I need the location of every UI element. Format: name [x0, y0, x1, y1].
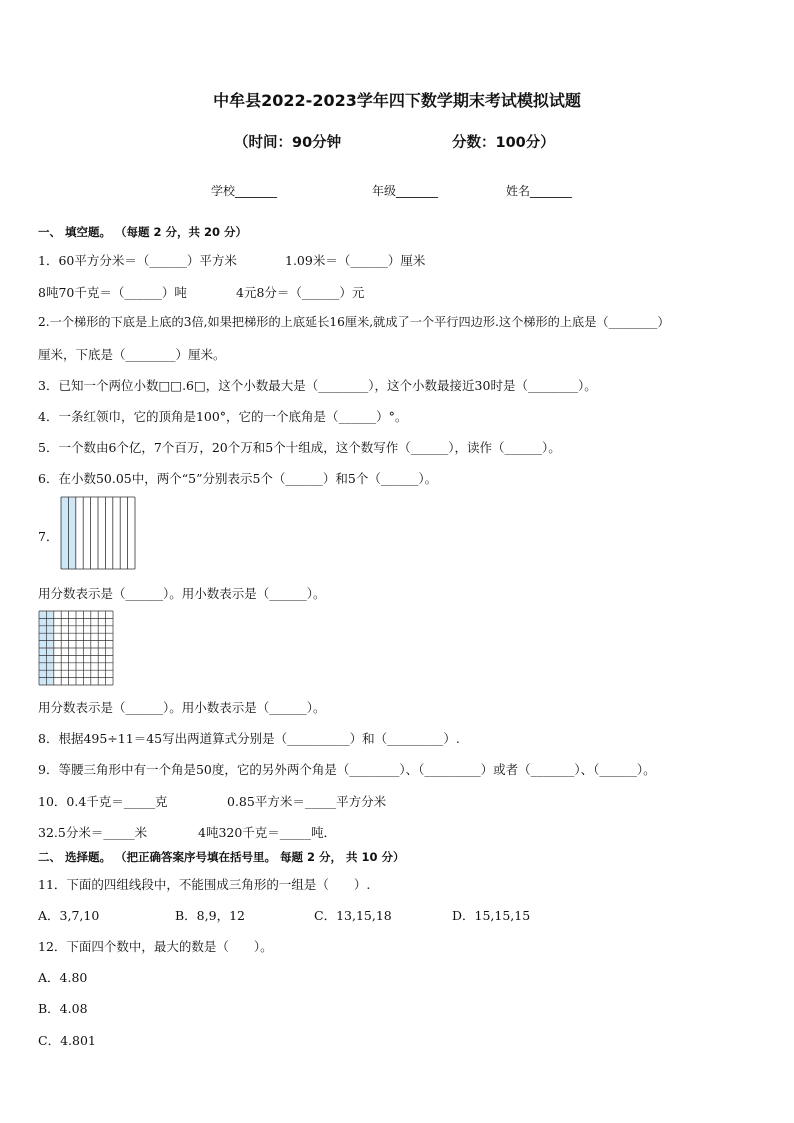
- name-field: 姓名_______: [506, 184, 573, 198]
- school-field: 学校_______: [211, 184, 278, 198]
- question-7-number: 7．: [38, 529, 59, 544]
- question-2-line2: 厘米，下底是（________）厘米。: [38, 347, 226, 362]
- q12-option-b: B．4.08: [38, 1001, 88, 1016]
- q11-option-b: B．8,9，12: [175, 908, 245, 923]
- question-11: 11．下面的四组线段中，不能围成三角形的一组是（ ）.: [38, 877, 371, 892]
- question-7-answer-b: 用分数表示是（______）。用小数表示是（______）。: [38, 700, 326, 715]
- question-9: 9．等腰三角形中有一个角是50度，它的另外两个角是（________）、（_________）或者（_______）、（______）。: [38, 762, 656, 777]
- q12-option-c: C．4.801: [38, 1033, 96, 1048]
- q11-option-d: D．15,15,15: [452, 908, 531, 923]
- question-7-answer-a: 用分数表示是（______）。用小数表示是（______）。: [38, 586, 326, 601]
- question-1d: 4元8分＝（______）元: [236, 285, 365, 300]
- question-12: 12．下面四个数中，最大的数是（ ）。: [38, 939, 273, 954]
- exam-score: 分数：100分）: [452, 135, 555, 151]
- square-grid-figure: [38, 610, 114, 686]
- question-1a: 1．60平方分米＝（______）平方米: [38, 253, 237, 268]
- q11-option-a: A．3,7,10: [38, 908, 100, 923]
- question-10d: 4吨320千克＝_____吨．: [198, 825, 337, 840]
- question-8: 8．根据495÷11＝45写出两道算式分别是（__________）和（_________）.: [38, 731, 460, 746]
- question-2-line1: 2.一个梯形的下底是上底的3倍,如果把梯形的上底延长16厘米,就成了一个平行四边形.这个梯形的上底是（________）: [38, 315, 670, 329]
- question-10a: 10．0.4千克＝_____克: [38, 794, 168, 809]
- section-heading-choice: 二、 选择题。 （把正确答案序号填在括号里。 每题 2 分， 共 10 分）: [38, 850, 405, 864]
- exam-time: （时间：90分钟: [234, 135, 342, 151]
- q11-option-c: C．13,15,18: [314, 908, 392, 923]
- question-1c: 8吨70千克＝（______）吨: [38, 285, 187, 300]
- strip-grid-figure: [60, 496, 136, 570]
- question-4: 4．一条红领巾，它的顶角是100°，它的一个底角是（______）°。: [38, 409, 408, 424]
- page-title: 中牟县2022-2023学年四下数学期末考试模拟试题: [213, 91, 581, 110]
- question-1b: 1.09米＝（______）厘米: [285, 253, 426, 268]
- grade-field: 年级_______: [372, 184, 439, 198]
- question-10b: 0.85平方米＝_____平方分米: [227, 794, 387, 809]
- question-3: 3．已知一个两位小数□□.6□，这个小数最大是（________），这个小数最接近30时是（________）。: [38, 378, 597, 393]
- section-heading-fill-in: 一、 填空题。 （每题 2 分，共 20 分）: [38, 225, 248, 239]
- question-6: 6．在小数50.05中，两个“5”分别表示5个（______）和5个（______）。: [38, 471, 438, 486]
- question-10c: 32.5分米＝_____米: [38, 825, 148, 840]
- question-5: 5．一个数由6个亿，7个百万，20个万和5个十组成，这个数写作（______），读作（______）。: [38, 440, 561, 455]
- q12-option-a: A．4.80: [38, 970, 88, 985]
